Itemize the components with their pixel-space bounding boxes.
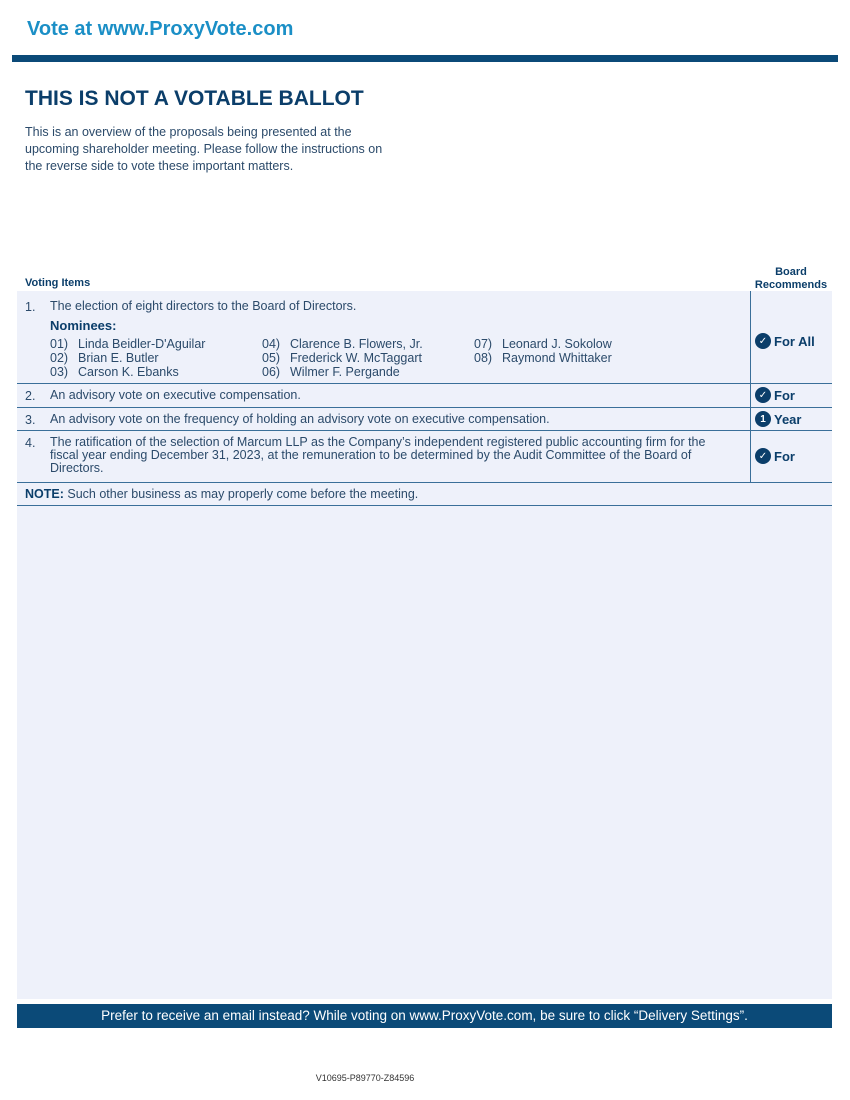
page-title: THIS IS NOT A VOTABLE BALLOT [25, 87, 364, 110]
voting-item-1 [17, 291, 832, 384]
recommendation-label: For [774, 448, 795, 464]
document-code: V10695-P89770-Z84596 [315, 1073, 415, 1083]
note-text [25, 487, 418, 501]
voting-item-3 [17, 408, 832, 431]
item-number: 1. [25, 300, 36, 314]
note-label: NOTE: [25, 487, 64, 501]
intro-line: upcoming shareholder meeting. Please follow the instructions on [25, 142, 383, 156]
note-body: Such other business as may properly come before the meeting. [63, 487, 419, 501]
board-header-line: Board [775, 266, 807, 278]
item-text: The election of eight directors to the Board of Directors. [50, 299, 357, 313]
item-text: An advisory vote on executive compensation. [50, 388, 301, 402]
number-one-icon: 1 [755, 411, 771, 427]
item-text [50, 436, 750, 475]
vote-url-heading: Vote at www.ProxyVote.com [27, 18, 294, 40]
recommendation-label: For [774, 387, 795, 403]
item-text-line: fiscal year ending December 31, 2023, at the remuneration to be determined by the Audit Committee of the Board of [50, 448, 692, 462]
top-divider [12, 55, 838, 62]
voting-items-header: Voting Items [25, 277, 91, 289]
board-recommends-header [750, 266, 832, 292]
nominee: 01) Linda Beidler-D'Aguilar [50, 337, 206, 351]
nominee: 04) Clarence B. Flowers, Jr. [262, 337, 423, 351]
item-number: 2. [25, 389, 36, 403]
item-text-line: The ratification of the selection of Marcum LLP as the Company’s independent registered public accounting firm for the [50, 435, 706, 449]
item-text-line: Directors. [50, 461, 104, 475]
board-recommendation [750, 431, 832, 482]
intro-line: the reverse side to vote these important matters. [25, 159, 294, 173]
item-number: 3. [25, 413, 36, 427]
voting-item-4 [17, 431, 832, 483]
checkmark-icon: ✓ [755, 387, 771, 403]
nominee: 07) Leonard J. Sokolow [474, 337, 612, 351]
item-text: An advisory vote on the frequency of holding an advisory vote on executive compensation. [50, 412, 550, 426]
board-recommendation [750, 408, 832, 430]
nominee: 06) Wilmer F. Pergande [262, 365, 400, 379]
nominee: 03) Carson K. Ebanks [50, 365, 179, 379]
nominees-label: Nominees: [50, 318, 117, 333]
recommendation-label: Year [774, 411, 802, 427]
email-delivery-banner: Prefer to receive an email instead? While voting on www.ProxyVote.com, be sure to click “Delivery Settings”. [17, 1004, 832, 1028]
board-recommendation [750, 291, 832, 383]
nominee: 05) Frederick W. McTaggart [262, 351, 422, 365]
nominee: 02) Brian E. Butler [50, 351, 159, 365]
checkmark-icon: ✓ [755, 448, 771, 464]
recommendation-label: For All [774, 333, 815, 349]
board-recommendation [750, 384, 832, 407]
board-header-line: Recommends [754, 279, 828, 291]
checkmark-icon: ✓ [755, 333, 771, 349]
nominee: 08) Raymond Whittaker [474, 351, 612, 365]
item-number: 4. [25, 436, 36, 450]
voting-item-2 [17, 384, 832, 408]
intro-paragraph [25, 124, 425, 175]
intro-line: This is an overview of the proposals being presented at the [25, 125, 352, 139]
